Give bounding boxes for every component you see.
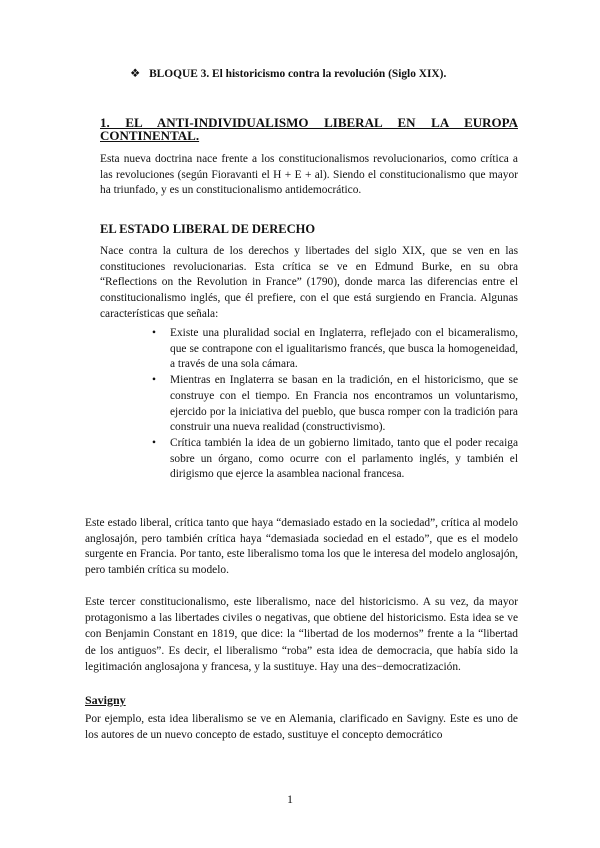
bullet-icon: • xyxy=(152,436,156,449)
diamond-bullet-icon: ❖ xyxy=(130,68,141,80)
paragraph-savigny: Por ejemplo, esta idea liberalismo se ve en Alemania, clarificado en Savigny. Este es uno de los autores de un nuevo concepto de estado, sustituye el concepto democrático xyxy=(85,713,518,742)
list-item-text: Existe una pluralidad social en Inglaterra, reflejado con el bicameralismo, que se contrapone con el igualitarismo francés, que busca la homogeneidad, a través de una sola cámara. xyxy=(170,327,518,371)
paragraph-estado-liberal: Este estado liberal, crítica tanto que haya “demasiado estado en la sociedad”, crítica al modelo anglosajón, pero también crítica haya “demasiada sociedad en el estado”, que es el modelo surgente en Francia. Por tanto, este liberalismo toma los que le interesa del modelo anglosajón, pero también crítica su modelo. xyxy=(85,517,518,577)
subheading-savigny: Savigny xyxy=(85,693,126,707)
list-item xyxy=(148,436,518,483)
bullet-icon: • xyxy=(152,374,156,387)
list-item xyxy=(148,373,518,436)
paragraph-intro: Esta nueva doctrina nace frente a los constitucionalismos revolucionarios, como crítica a las revoluciones (según Fioravanti el H + E + al). Siendo el constitucionalismo que mayor ha triunfado, y es un constitucionalismo antidemocrático. xyxy=(100,153,518,197)
list-item-text: Mientras en Inglaterra se basan en la tradición, en el historicismo, que se construye con el tiempo. En Francia nos encontramos un voluntarismo, ejercido por la iniciativa del pueblo, que busca romper con la tradición para construir una nueva realidad (constructivismo). xyxy=(170,374,518,434)
list-item-text: Crítica también la idea de un gobierno limitado, tanto que el poder recaiga sobre un órgano, como ocurre con el parlamento inglés, y también el dirigismo que ejerce la asamblea nacional francesa. xyxy=(170,436,518,481)
paragraph-burke: Nace contra la cultura de los derechos y libertades del siglo XIX, que se ven en las constituciones revolucionarias. Esta crítica se ve en Edmund Burke, en su obra “Reflections on the Revolution in France” (1790), donde marca las diferencias entre el constitucionalismo inglés, que él prefiere, con el que está surgiendo en Francia. Algunas características que señala: xyxy=(100,245,518,320)
bullet-list xyxy=(148,326,518,483)
document-title xyxy=(130,66,530,80)
document-title-text: BLOQUE 3. El historicismo contra la revolución (Siglo XIX). xyxy=(149,68,447,80)
list-item xyxy=(148,326,518,373)
subheading-estado-liberal: EL ESTADO LIBERAL DE DERECHO xyxy=(100,222,316,236)
page-number: 1 xyxy=(287,792,293,806)
bullet-icon: • xyxy=(152,327,156,339)
section-heading xyxy=(100,116,518,142)
section-heading-line2: CONTINENTAL. xyxy=(100,128,200,143)
section-heading-line1: 1. EL ANTI-INDIVIDUALISMO LIBERAL EN LA EUROPA xyxy=(100,115,518,130)
paragraph-tercer-constitucionalismo: Este tercer constitucionalismo, este liberalismo, nace del historicismo. A su vez, da mayor protagonismo a las libertades civiles o negativas, que obtiene del historicismo. Esta idea se ve con Benjamin Constant en 1819, que dice: la “libertad de los modernos” frente a la “libertad de los antiguos”. Es decir, el liberalismo “roba” esta idea de democracia, que había sido la legitimación anglosajona y francesa, y la sustituye. Hay una des−democratización. xyxy=(85,596,518,673)
